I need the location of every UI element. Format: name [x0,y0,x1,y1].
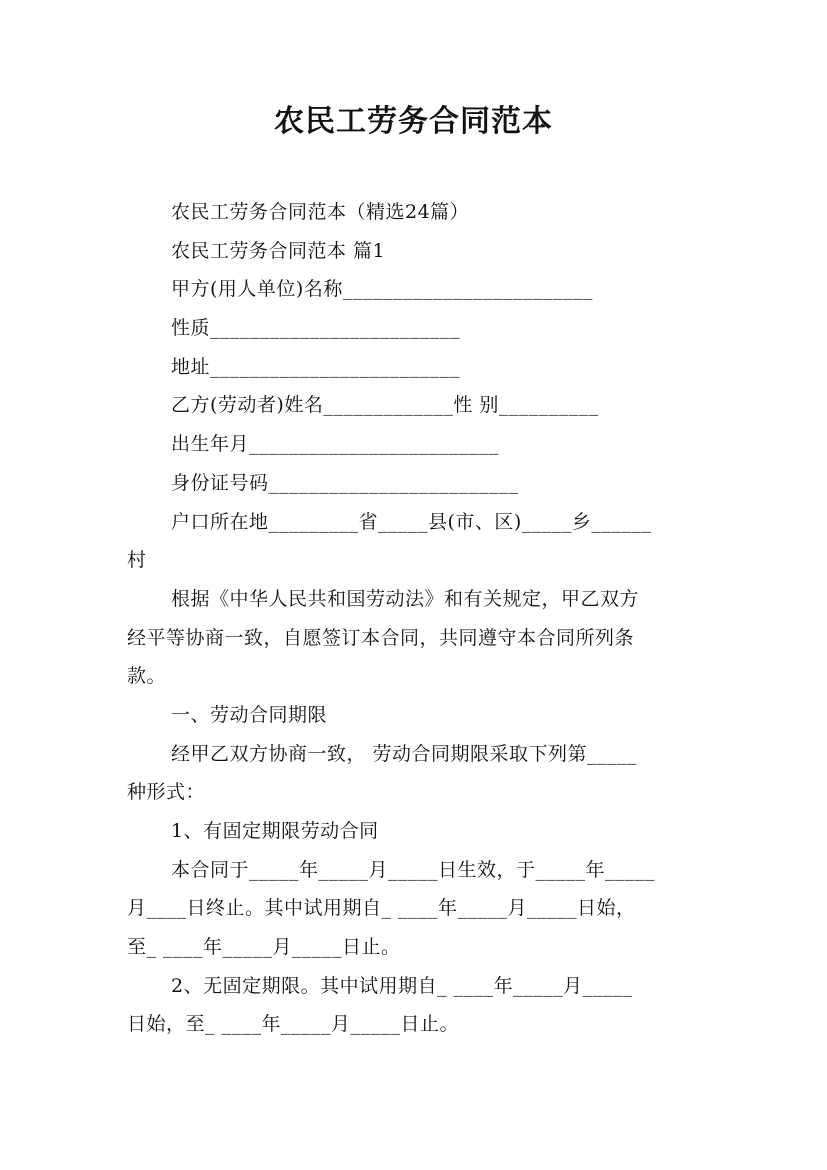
paragraph-line: 性质_________________________ [171,317,461,340]
paragraph-line: 村 [127,549,147,572]
paragraph-line: 甲方(用人单位)名称_________________________ [171,278,593,301]
paragraph-line: 2、无固定期限。其中试用期自_ ____年_____月_____ [171,974,633,997]
paragraph-line: 本合同于_____年_____月_____日生效，于_____年_____ [171,858,656,881]
paragraph-line: 种形式： [127,781,206,804]
document-title: 农民工劳务合同范本 [274,104,553,139]
paragraph-line: 出生年月_________________________ [171,433,500,456]
paragraph-line: 乙方(劳动者)姓名_____________性 别__________ [171,394,599,417]
paragraph-line: 款。 [127,665,167,688]
paragraph-line: 农民工劳务合同范本 篇1 [171,239,386,262]
section-heading: 一、劳动合同期限 [171,703,328,726]
paragraph-line: 户口所在地_________省_____县(市、区)_____乡______ [171,510,652,533]
paragraph-line: 经平等协商一致，自愿签订本合同，共同遵守本合同所列条 [127,626,635,649]
paragraph-line: 身份证号码_________________________ [171,471,519,494]
paragraph-line: 农民工劳务合同范本（精选24篇） [171,201,470,223]
paragraph-line: 至_ ____年_____月_____日止。 [127,936,401,959]
subsection-heading: 1、有固定期限劳动合同 [171,820,379,842]
paragraph-line: 地址_________________________ [171,355,461,378]
paragraph-line: 根据《中华人民共和国劳动法》和有关规定，甲乙双方 [171,587,640,610]
document-body [127,193,705,1044]
paragraph-line: 月____日终止。其中试用期自_ ____年_____月_____日始， [127,897,636,920]
paragraph-line: 日始，至_ ____年_____月_____日止。 [127,1013,460,1036]
paragraph-line: 经甲乙双方协商一致， 劳动合同期限采取下列第_____ [171,742,638,765]
